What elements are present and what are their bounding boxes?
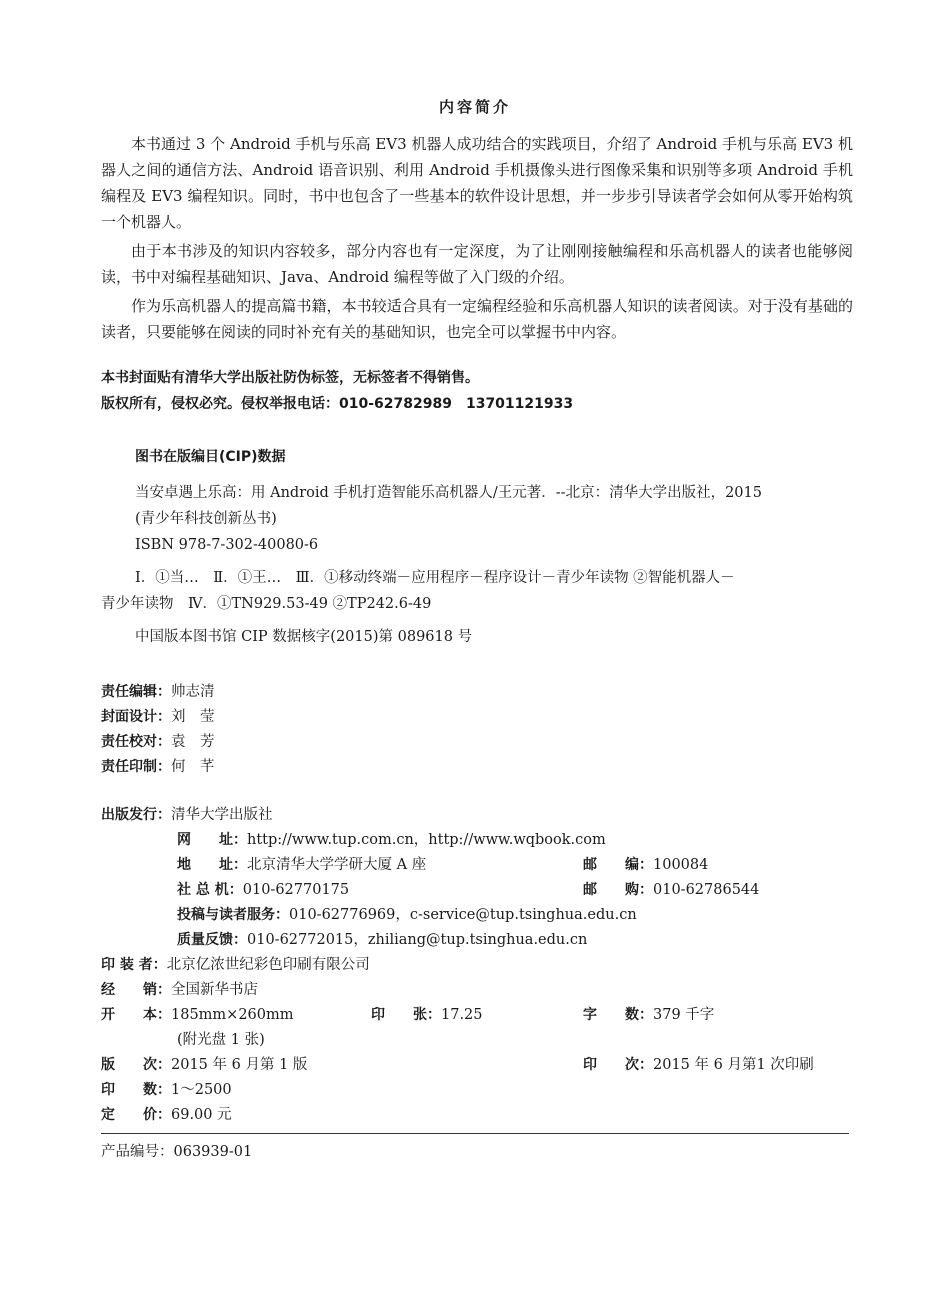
disc-row bbox=[101, 1028, 853, 1053]
intro-paragraph: 本书通过 3 个 Android 手机与乐高 EV3 机器人成功结合的实践项目，介绍了 Android 手机与乐高 EV3 机器人之间的通信方法、Android 语音识别、利用 Android 手机摄像头进行图像采集和识别等多项 Android 手机编程及 EV3 编程知识。同时，书中也包含了一些基本的软件设计思想，并一步步引导读者学会如何从零开始构筑一个机器人。 bbox=[101, 135, 853, 231]
page-title: 内容简介 bbox=[438, 98, 511, 116]
staff-value: 刘 莹 bbox=[171, 709, 215, 725]
mail-order-value: 010-62786544 bbox=[653, 882, 760, 898]
postcode-value: 100084 bbox=[653, 857, 709, 873]
address-value: 北京清华大学学研大厦 A 座 bbox=[247, 857, 427, 873]
staff-row: 责任校对 ： 袁 芳 bbox=[101, 730, 215, 755]
mail-order-label: 邮 购 bbox=[583, 882, 639, 898]
divider-line bbox=[101, 1133, 849, 1134]
intro-paragraph: 作为乐高机器人的提高篇书籍，本书较适合具有一定编程经验和乐高机器人知识的读者阅读。对于没有基础的读者，只要能够在阅读的同时补充有关的基础知识，也完全可以掌握书中内容。 bbox=[101, 297, 853, 341]
quality-value: 010-62772015，zhiliang@tup.tsinghua.edu.cn bbox=[247, 932, 588, 948]
cip-heading: 图书在版编目(CIP)数据 bbox=[135, 449, 286, 465]
cip-title-line: 当安卓遇上乐高：用 Android 手机打造智能乐高机器人/王元著．--北京：清华大学出版社，2015 bbox=[135, 485, 762, 501]
submission-row: 投稿与读者服务 ： 010-62776969，c-service@tup.tsinghua.edu.cn bbox=[101, 903, 853, 928]
copies-row: 印 数 ： 1～2500 bbox=[101, 1078, 853, 1103]
product-code-value: 063939-01 bbox=[173, 1144, 253, 1160]
printer-row: 印 装 者 ： 北京亿浓世纪彩色印刷有限公司 bbox=[101, 953, 853, 978]
quality-row: 质量反馈 ： 010-62772015，zhiliang@tup.tsinghua.edu.cn bbox=[101, 928, 853, 953]
publisher-value: 清华大学出版社 bbox=[171, 807, 273, 823]
format-row: 开 本 ： 185mm×260mm 印 张 ： 17.25 字 数 ： 379 千字 bbox=[101, 1003, 853, 1028]
website-label: 网 址 bbox=[177, 832, 233, 848]
staff-label: 责任校对 bbox=[101, 734, 157, 750]
piracy-report-line: 版权所有，侵权必究。侵权举报电话：010-62782989 13701121933 bbox=[101, 396, 574, 412]
publisher-label: 出版发行 bbox=[101, 807, 157, 823]
staff-row: 封面设计 ： 刘 莹 bbox=[101, 705, 215, 730]
cip-library-record bbox=[135, 624, 855, 650]
edition-value: 2015 年 6 月第 1 版 bbox=[171, 1057, 308, 1073]
cip-classification-cont bbox=[101, 591, 821, 617]
cip-class-line: 青少年读物 Ⅳ．①TN929.53-49 ②TP242.6-49 bbox=[101, 596, 432, 612]
format-label: 开 本 bbox=[101, 1007, 157, 1023]
price-value: 69.00 元 bbox=[171, 1107, 232, 1123]
switchboard-label: 社 总 机 bbox=[177, 882, 229, 898]
sheets-value: 17.25 bbox=[441, 1007, 483, 1023]
disc-note: (附光盘 1 张) bbox=[177, 1032, 265, 1048]
printer-label: 印 装 者 bbox=[101, 957, 153, 973]
staff-value: 袁 芳 bbox=[171, 734, 215, 750]
impression-value: 2015 年 6 月第1 次印刷 bbox=[653, 1057, 814, 1073]
cip-isbn: ISBN 978-7-302-40080-6 bbox=[135, 537, 319, 553]
website-row: 网 址 ： http://www.tup.com.cn，http://www.wqbook.com bbox=[101, 828, 853, 853]
quality-label: 质量反馈 bbox=[177, 932, 233, 948]
anti-counterfeit-notice: 本书封面贴有清华大学出版社防伪标签，无标签者不得销售。 bbox=[101, 370, 479, 386]
price-label: 定 价 bbox=[101, 1107, 157, 1123]
words-label: 字 数 bbox=[583, 1007, 639, 1023]
staff-value: 何 芊 bbox=[171, 759, 215, 775]
distributor-value: 全国新华书店 bbox=[171, 982, 258, 998]
cip-library-line: 中国版本图书馆 CIP 数据核字(2015)第 089618 号 bbox=[135, 629, 473, 645]
cip-series-line: (青少年科技创新丛书) bbox=[135, 511, 277, 527]
intro-paragraph: 由于本书涉及的知识内容较多，部分内容也有一定深度，为了让刚刚接触编程和乐高机器人的读者也能够阅读，书中对编程基础知识、Java、Android 编程等做了入门级的介绍。 bbox=[101, 242, 853, 286]
staff-row: 责任印制 ： 何 芊 bbox=[101, 755, 215, 780]
staff-value: 帅志清 bbox=[171, 684, 215, 700]
publisher-row: 出版发行 ： 清华大学出版社 bbox=[101, 803, 853, 828]
impression-label: 印 次 bbox=[583, 1057, 639, 1073]
price-row: 定 价 ： 69.00 元 bbox=[101, 1103, 853, 1128]
website-value: http://www.tup.com.cn，http://www.wqbook.com bbox=[247, 832, 606, 848]
edition-label: 版 次 bbox=[101, 1057, 157, 1073]
intro-section bbox=[101, 131, 853, 348]
distributor-row: 经 销 ： 全国新华书店 bbox=[101, 978, 853, 1003]
words-value: 379 千字 bbox=[653, 1007, 715, 1023]
printer-value: 北京亿浓世纪彩色印刷有限公司 bbox=[166, 957, 370, 973]
copies-label: 印 数 bbox=[101, 1082, 157, 1098]
product-code: 产品编号：063939-01 bbox=[101, 1144, 253, 1160]
cip-classification bbox=[135, 565, 855, 591]
distributor-label: 经 销 bbox=[101, 982, 157, 998]
edition-row: 版 次 ： 2015 年 6 月第 1 版 印 次 ： 2015 年 6 月第1 次印刷 bbox=[101, 1053, 853, 1078]
publication-info bbox=[101, 803, 853, 1128]
switchboard-row: 社 总 机 ： 010-62770175 邮 购 ： 010-62786544 bbox=[101, 878, 853, 903]
staff-credits bbox=[101, 680, 215, 780]
copies-value: 1～2500 bbox=[171, 1082, 232, 1098]
product-code-label: 产品编号 bbox=[101, 1144, 159, 1160]
format-value: 185mm×260mm bbox=[171, 1007, 294, 1023]
address-row: 地 址 ： 北京清华大学学研大厦 A 座 邮 编 ： 100084 bbox=[101, 853, 853, 878]
submission-value: 010-62776969，c-service@tup.tsinghua.edu.cn bbox=[289, 907, 637, 923]
staff-label: 责任编辑 bbox=[101, 684, 157, 700]
copyright-notice bbox=[101, 365, 573, 417]
staff-row: 责任编辑 ： 帅志清 bbox=[101, 680, 215, 705]
switchboard-value: 010-62770175 bbox=[242, 882, 350, 898]
staff-label: 封面设计 bbox=[101, 709, 157, 725]
address-label: 地 址 bbox=[177, 857, 233, 873]
staff-label: 责任印制 bbox=[101, 759, 157, 775]
cip-entry bbox=[135, 480, 855, 558]
postcode-label: 邮 编 bbox=[583, 857, 639, 873]
submission-label: 投稿与读者服务 bbox=[177, 907, 275, 923]
cip-class-line: Ⅰ．①当… Ⅱ．①王… Ⅲ．①移动终端－应用程序－程序设计－青少年读物 ②智能机器人－ bbox=[135, 570, 735, 586]
sheets-label: 印 张 bbox=[371, 1007, 427, 1023]
